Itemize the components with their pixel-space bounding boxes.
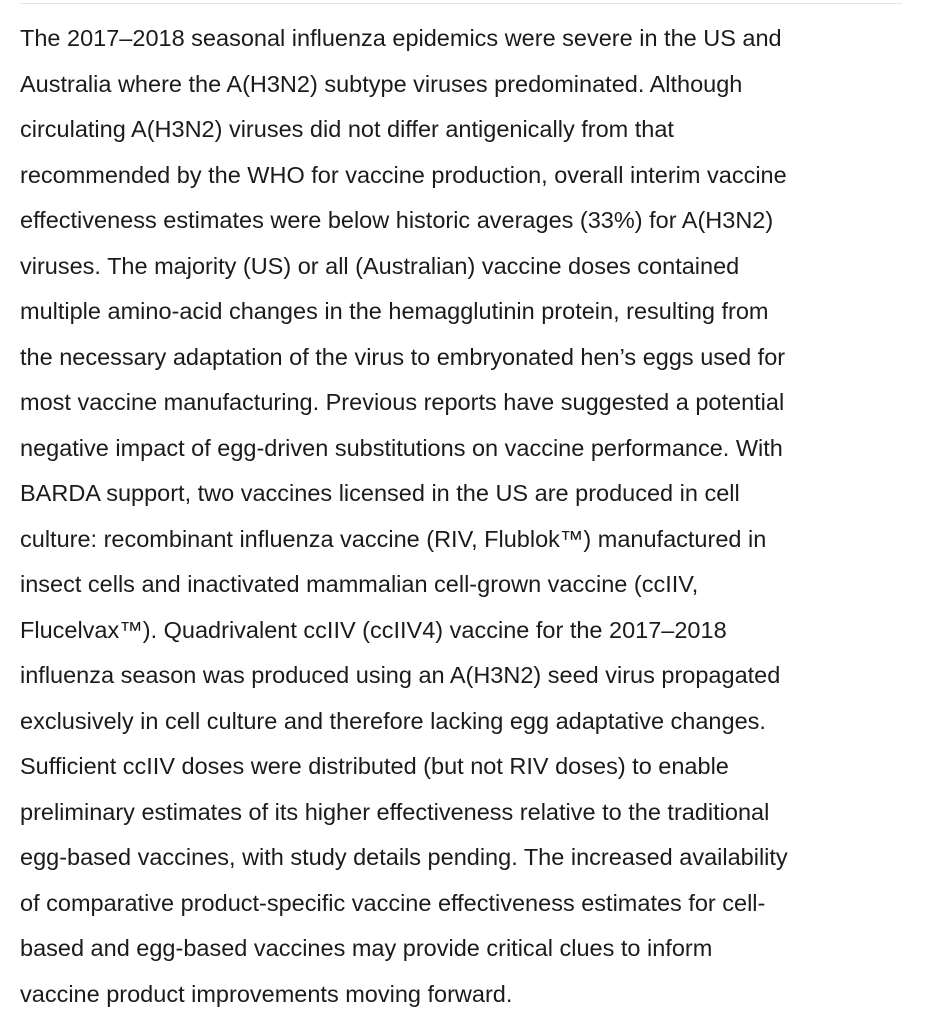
paragraph-line: of comparative product-specific vaccine effectiveness estimates for cell- (20, 889, 766, 916)
paragraph-line: most vaccine manufacturing. Previous reports have suggested a potential (20, 389, 785, 415)
paragraph-line: viruses. The majority (US) or all (Australian) vaccine doses contained (20, 252, 740, 279)
paragraph-line: influenza season was produced using an A(H3N2) seed virus propagated (20, 662, 781, 688)
paragraph-line: BARDA support, two vaccines licensed in the US are produced in cell (20, 480, 740, 506)
paragraph-line: preliminary estimates of its higher effectiveness relative to the traditional (20, 798, 770, 825)
paragraph-line: based and egg-based vaccines may provide critical clues to inform (20, 935, 713, 961)
paragraph-line: the necessary adaptation of the virus to embryonated hen’s eggs used for (20, 343, 786, 370)
paragraph-line: egg-based vaccines, with study details pending. The increased availability (20, 844, 788, 870)
paragraph-line: insect cells and inactivated mammalian cell-grown vaccine (ccIIV, (20, 571, 699, 597)
paragraph-line: Flucelvax™). Quadrivalent ccIIV (ccIIV4) vaccine for the 2017–2018 (20, 616, 727, 643)
paragraph-line: negative impact of egg-driven substitutions on vaccine performance. With (20, 434, 783, 461)
paragraph-line: exclusively in cell culture and therefore lacking egg adaptative changes. (20, 707, 766, 734)
abstract-paragraph (20, 16, 905, 1017)
paragraph-line: Sufficient ccIIV doses were distributed (but not RIV doses) to enable (20, 753, 729, 779)
paragraph-line: The 2017–2018 seasonal influenza epidemics were severe in the US and (20, 25, 782, 51)
paragraph-line: effectiveness estimates were below historic averages (33%) for A(H3N2) (20, 207, 774, 233)
paragraph-line: vaccine product improvements moving forward. (20, 980, 513, 1007)
paragraph-line: Australia where the A(H3N2) subtype viruses predominated. Although (20, 70, 743, 97)
paragraph-line: culture: recombinant influenza vaccine (RIV, Flublok™) manufactured in (20, 525, 767, 552)
paragraph-line: multiple amino-acid changes in the hemagglutinin protein, resulting from (20, 298, 769, 324)
top-divider (20, 3, 902, 4)
paragraph-line: recommended by the WHO for vaccine production, overall interim vaccine (20, 161, 787, 188)
paragraph-line: circulating A(H3N2) viruses did not differ antigenically from that (20, 116, 674, 142)
